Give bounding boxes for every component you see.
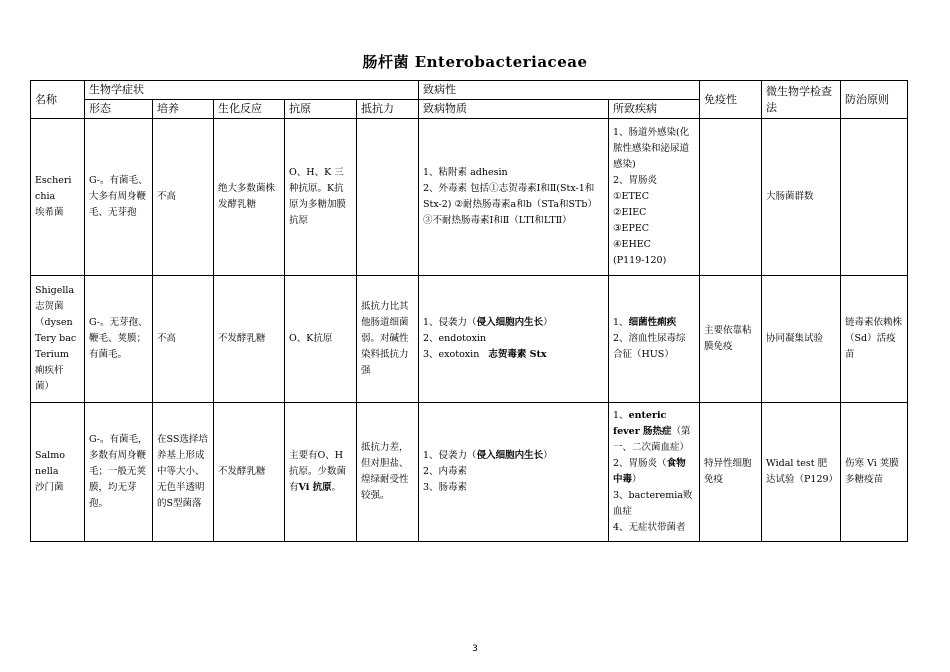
cell-culture: 不高	[153, 119, 214, 276]
page-title: 肠杆菌 Enterobacteriaceae	[362, 53, 588, 71]
cell-prevention: 伤寒 Vi 荚膜多糖疫苗	[841, 403, 908, 542]
header-prevention: 防治原则	[841, 81, 908, 119]
cell-morph: G-。无芽孢、鞭毛、荚膜；有菌毛。	[85, 276, 153, 403]
cell-name: Salmo nella 沙门菌	[31, 403, 85, 542]
cell-morph: G-。有菌毛，多数有周身鞭毛；一般无荚膜，均无芽孢。	[85, 403, 153, 542]
path-line-3: 3、exotoxin 志贺毒素 Stx	[423, 349, 547, 360]
cell-name: Shigella 志贺菌 （dysen Tery bac Terium 痢疾杆 菌）	[31, 276, 85, 403]
cell-path-substance	[419, 276, 609, 403]
cell-culture: 在SS选择培养基上形成中等大小、无色半透明的S型菌落	[153, 403, 214, 542]
cell-biochem: 绝大多数菌株发酵乳糖	[214, 119, 285, 276]
header-antigen: 抗原	[285, 100, 357, 119]
cell-antigen: 主要有O、H抗原。少数菌有Vi 抗原。	[285, 403, 357, 542]
cell-resistance: 抵抗力比其他肠道细菌弱。对碱性染料抵抗力强	[357, 276, 419, 403]
cell-micro-test: 大肠菌群数	[762, 119, 841, 276]
path-line-2: 2、内毒素	[423, 466, 468, 477]
cell-path-substance: 1、粘附素 adhesin 2、外毒素 包括①志贺毒素Ⅰ和Ⅱ(Stx-1和Stx-2) ②耐热肠毒素a和b（STa和STb）③不耐热肠毒素Ⅰ和Ⅱ（LTⅠ和LTⅡ）	[419, 119, 609, 276]
header-immunity: 免疫性	[700, 81, 762, 119]
cell-culture: 不高	[153, 276, 214, 403]
cell-morph: G-。有菌毛、大多有周身鞭毛、无芽孢	[85, 119, 153, 276]
disease-line-2: 2、胃肠炎（食物中毒）	[613, 458, 686, 485]
header-resistance: 抵抗力	[357, 100, 419, 119]
path-line-3: 3、肠毒素	[423, 482, 468, 493]
header-diseases: 所致疾病	[609, 100, 700, 119]
header-path-substance: 致病物质	[419, 100, 609, 119]
cell-diseases	[609, 403, 700, 542]
path-line-2: 2、endotoxin	[423, 333, 487, 344]
enterobacteriaceae-table	[30, 80, 908, 542]
table-row-salmonella	[31, 403, 908, 542]
cell-resistance: 抵抗力差，但对胆盐、煌绿耐受性较强。	[357, 403, 419, 542]
cell-immunity	[700, 119, 762, 276]
cell-biochem: 不发酵乳糖	[214, 276, 285, 403]
header-micro-test: 微生物学检查法	[762, 81, 841, 119]
cell-biochem: 不发酵乳糖	[214, 403, 285, 542]
header-name: 名称	[31, 81, 85, 119]
disease-line-3: 3、bacteremia败血症	[613, 490, 693, 517]
cell-prevention	[841, 119, 908, 276]
cell-name: Escheri chia 埃希菌	[31, 119, 85, 276]
header-morph: 形态	[85, 100, 153, 119]
cell-immunity: 主要依靠粘膜免疫	[700, 276, 762, 403]
disease-line-1: 1、enteric fever 肠热症（第一、二次菌血症）	[613, 410, 691, 453]
cell-diseases: 1、肠道外感染(化脓性感染和泌尿道感染) 2、胃肠炎 ①ETEC ②EIEC ③EPEC ④EHEC (P119-120)	[609, 119, 700, 276]
header-bio: 生物学症状	[85, 81, 419, 100]
header-row-1	[31, 81, 908, 100]
table-row-shigella	[31, 276, 908, 403]
path-line-1: 1、侵袭力（侵入细胞内生长）	[423, 317, 553, 328]
cell-micro-test: 协同凝集试验	[762, 276, 841, 403]
disease-line-4: 4、无症状带菌者	[613, 522, 686, 533]
path-line-1: 1、侵袭力（侵入细胞内生长）	[423, 450, 553, 461]
cell-antigen: O、K抗原	[285, 276, 357, 403]
cell-resistance	[357, 119, 419, 276]
table-row-escherichia	[31, 119, 908, 276]
disease-line-1: 1、细菌性痢疾	[613, 317, 677, 328]
cell-path-substance	[419, 403, 609, 542]
header-pathogenicity: 致病性	[419, 81, 700, 100]
cell-antigen: O、H、K 三种抗原。K抗原为多糖加膜抗原	[285, 119, 357, 276]
page-number: 3	[472, 644, 478, 654]
header-biochem: 生化反应	[214, 100, 285, 119]
cell-diseases	[609, 276, 700, 403]
cell-micro-test: Widal test 肥达试验（P129）	[762, 403, 841, 542]
cell-prevention: 链毒素依赖株（Sd）活疫苗	[841, 276, 908, 403]
header-culture: 培养	[153, 100, 214, 119]
cell-immunity: 特异性细胞免疫	[700, 403, 762, 542]
disease-line-2: 2、溶血性尿毒综合征（HUS）	[613, 333, 686, 360]
